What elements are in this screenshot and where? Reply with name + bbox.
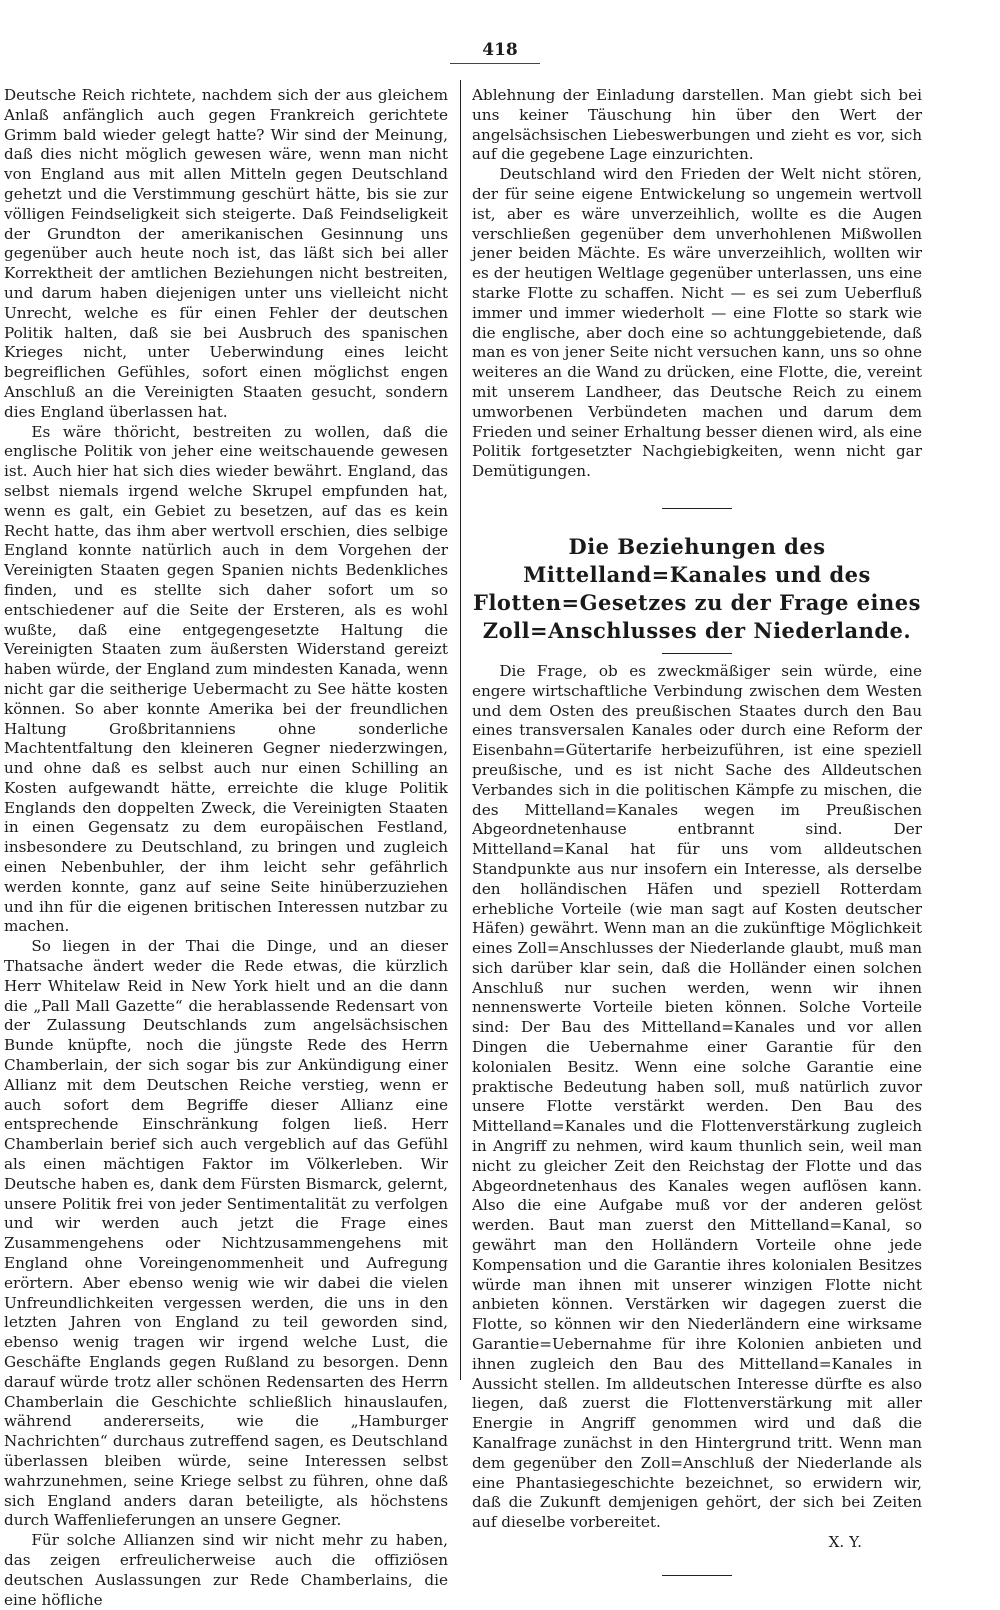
page-number-rule [450,63,540,64]
right-column [472,86,922,1576]
paragraph: Deutsche Reich richtete, nachdem sich der aus gleichem Anlaß anfänglich auch gegen Frankreich gerichtete Grimm bald wieder gelegt hatte? Wir sind der Meinung, daß dies nicht möglich gewesen wäre, wenn man nicht von England aus mit allen Mitteln gegen Deutschland gehetzt und die Verstimmung geschürt hätte, bis sie zur völligen Feindseligkeit sich steigerte. Daß Feindseligkeit der Grundton der amerikanischen Gesinnung uns gegenüber auch heute noch ist, das läßt sich bei aller Korrektheit der amtlichen Beziehungen nicht bestreiten, und darum haben diejenigen unter uns vielleicht nicht Unrecht, welche es für einen Fehler der deutschen Politik halten, daß sie bei Ausbruch des spanischen Krieges nicht, unter Ueberwindung eines leicht begreiflichen Gefühles, sofort einen möglichst engen Anschluß an die Vereinigten Staaten gesucht, sondern dies England überlassen hat. [4,86,448,421]
section-divider [662,508,732,509]
column-divider [460,80,461,1380]
paragraph: Deutschland wird den Frieden der Welt nicht stören, der für seine eigene Entwickelung so ungemein wertvoll ist, aber es wäre unverzeihlich, wollte es die Augen verschließen gegenüber dem unverhohlenen Mißwollen jener beiden Mächte. Es wäre unverzeihlich, wollten wir es der heutigen Weltlage gegenüber unterlassen, uns eine starke Flotte zu schaffen. Nicht — es sei zum Ueberfluß immer und immer wiederholt — eine Flotte so stark wie die englische, aber doch eine so achtunggebietende, daß man es von jener Seite nicht versuchen kann, uns so ohne weiteres an die Wand zu drücken, eine Flotte, die, vereint mit unserem Landheer, das Deutsche Reich zu einem umworbenen Verbündeten machen und darum dem Frieden und seiner Erhaltung besser dienen wird, als eine Politik fortgesetzter Nachgiebigkeiten, wenn nicht gar Demütigungen. [472,165,922,481]
end-divider [662,1575,732,1576]
article-signature: X. Y. [828,1533,862,1551]
left-column [4,86,448,1610]
heading-divider [662,653,732,654]
article-text: Die Frage, ob es zweckmäßiger sein würde, eine engere wirtschaftliche Verbindung zwischen dem Westen und dem Osten des preußischen Staates durch den Bau eines transversalen Kanales oder durch eine Reform der Eisenbahn=Gütertarife herbeizuführen, ist eine speziell preußische, und es ist nicht Sache des Alldeutschen Verbandes sich in die politischen Kämpfe zu mischen, die des Mittelland=Kanales wegen im Preußischen Abgeordnetenhause entbrannt sind. Der Mittelland=Kanal hat für uns vom alldeutschen Standpunkte aus nur insofern ein Interesse, als derselbe den holländischen Häfen und speziell Rotterdam erhebliche Vorteile (wie man sagt auf Kosten deutscher Häfen) gewährt. Wenn man an die zukünftige Möglichkeit eines Zoll=Anschlusses der Niederlande glaubt, muß man sich darüber klar sein, daß die Holländer einen solchen Anschluß nur suchen werden, wenn wir ihnen nennenswerte Vorteile bieten können. Solche Vorteile sind: Der Bau des Mittelland=Kanales und vor allen Dingen die Uebernahme einer Garantie für den kolonialen Besitz. Wenn eine solche Garantie eine praktische Bedeutung haben soll, muß natürlich zuvor unsere Flotte verstärkt werden. Den Bau des Mittelland=Kanales und die Flottenverstärkung zugleich in Angriff zu nehmen, wird kaum thunlich sein, weil man nicht zu gleicher Zeit den Reichstag der Flotte und das Abgeordnetenhaus des Kanales wegen auflösen kann. Also die eine Aufgabe muß vor der anderen gelöst werden. Baut man zuerst den Mittelland=Kanal, so gewährt man den Holländern Vorteile ohne jede Kompensation und die Garantie ihres kolonialen Besitzes würde man ihnen mit unserer winzigen Flotte nicht anbieten können. Verstärken wir dagegen zuerst die Flotte, so können wir den Niederländern eine wirksame Garantie=Uebernahme für ihre Kolonien anbieten und ihnen zugleich den Bau des Mittelland=Kanales in Aussicht stellen. Im alldeutschen Interesse dürfte es also liegen, daß zuerst die Flottenverstärkung mit aller Energie in Angriff genommen wird und daß die Kanalfrage zunächst in den Hintergrund tritt. Wenn man dem gegenüber den Zoll=Anschluß der Niederlande als eine Phantasiegeschichte bezeichnet, so erwidern wir, daß die Zukunft demjenigen gehört, der sich bei Zeiten auf dieselbe vorbereitet. [472,661,922,1532]
article-heading: Die Beziehungen des Mittelland=Kanales und des Flotten=Gesetzes zu der Frage eines Zoll=Anschlusses der Niederlande. [473,533,921,643]
page-number: 418 [482,40,518,60]
paragraph: Ablehnung der Einladung darstellen. Man giebt sich bei uns keiner Täuschung hin über den Wert der angelsächsischen Liebeswerbungen und zieht es vor, sich auf die gegebene Lage einzurichten. [472,86,922,164]
paragraph: Es wäre thöricht, bestreiten zu wollen, daß die englische Politik von jeher eine weitschauende gewesen ist. Auch hier hat sich dies wieder bewährt. England, das selbst niemals irgend welche Skrupel empfunden hat, wenn es galt, ein Gebiet zu besetzen, auf das es kein Recht hatte, das ihm aber wertvoll erschien, dies selbige England konnte natürlich auch in dem Vorgehen der Vereinigten Staaten gegen Spanien nichts Bedenkliches finden, und es stellte sich daher sofort um so entschiedener auf die Seite der Ersteren, als es wohl wußte, daß eine entgegengesetzte Haltung die Vereinigten Staaten zum äußersten Widerstand gereizt haben würde, der England zum mindesten Kanada, wenn nicht gar die seitherige Uebermacht zu See hätte kosten können. So aber konnte Amerika bei der freundlichen Haltung Großbritanniens ohne sonderliche Machtentfaltung den kleineren Gegner niederzwingen, und ohne daß es selbst auch nur einen Schilling an Kosten aufgewandt hätte, erreichte die kluge Politik Englands den doppelten Zweck, die Vereinigten Staaten in einen Gegensatz zu dem europäischen Festland, insbesondere zu Deutschland, zu bringen und zugleich einen Nebenbuhler, der ihm leicht sehr gefährlich werden konnte, ganz auf seine Seite hinüberzuziehen und ihn für die eigenen britischen Interessen nutzbar zu machen. [4,422,448,936]
paragraph: Für solche Allianzen sind wir nicht mehr zu haben, das zeigen erfreulicherweise auch die offiziösen deutschen Auslassungen zur Rede Chamberlains, die eine höfliche [4,1531,448,1609]
paragraph: So liegen in der Thai die Dinge, und an dieser Thatsache ändert weder die Rede etwas, die kürzlich Herr Whitelaw Reid in New York hielt und an die dann die „Pall Mall Gazette“ die herablassende Redensart von der Zulassung Deutschlands zum angelsächsischen Bunde knüpfte, noch die jüngste Rede des Herrn Chamberlain, der sich sogar bis zur Ankündigung einer Allianz mit dem Deutschen Reiche verstieg, wenn er auch sofort dem Begriffe dieser Allianz eine entsprechende Einschränkung folgen ließ. Herr Chamberlain berief sich auch vergeblich auf das Gefühl als einen mächtigen Faktor im Völkerleben. Wir Deutsche haben es, dank dem Fürsten Bismarck, gelernt, unsere Politik frei von jeder Sentimentalität zu verfolgen und wir werden auch jetzt die Frage eines Zusammengehens oder Nichtzusammengehens mit England ohne Voreingenommenheit und Aufregung erörtern. Aber ebenso wenig wie wir dabei die vielen Unfreundlichkeiten vergessen werden, die uns in den letzten Jahren von England zu teil geworden sind, ebenso wenig tragen wir irgend welche Lust, die Geschäfte Englands gegen Rußland zu besorgen. Denn darauf würde trotz aller schönen Redensarten des Herrn Chamberlain die Geschichte schließlich hinauslaufen, während andererseits, wie die „Hamburger Nachrichten“ durchaus zutreffend sagen, es Deutschland überlassen bleiben würde, seine Interessen selbst wahrzunehmen, seine Kriege selbst zu führen, ohne daß sich England anders daran beteiligte, als höchstens durch Waffenlieferungen an unsere Gegner. [4,937,448,1530]
article-paragraph [472,662,922,1553]
